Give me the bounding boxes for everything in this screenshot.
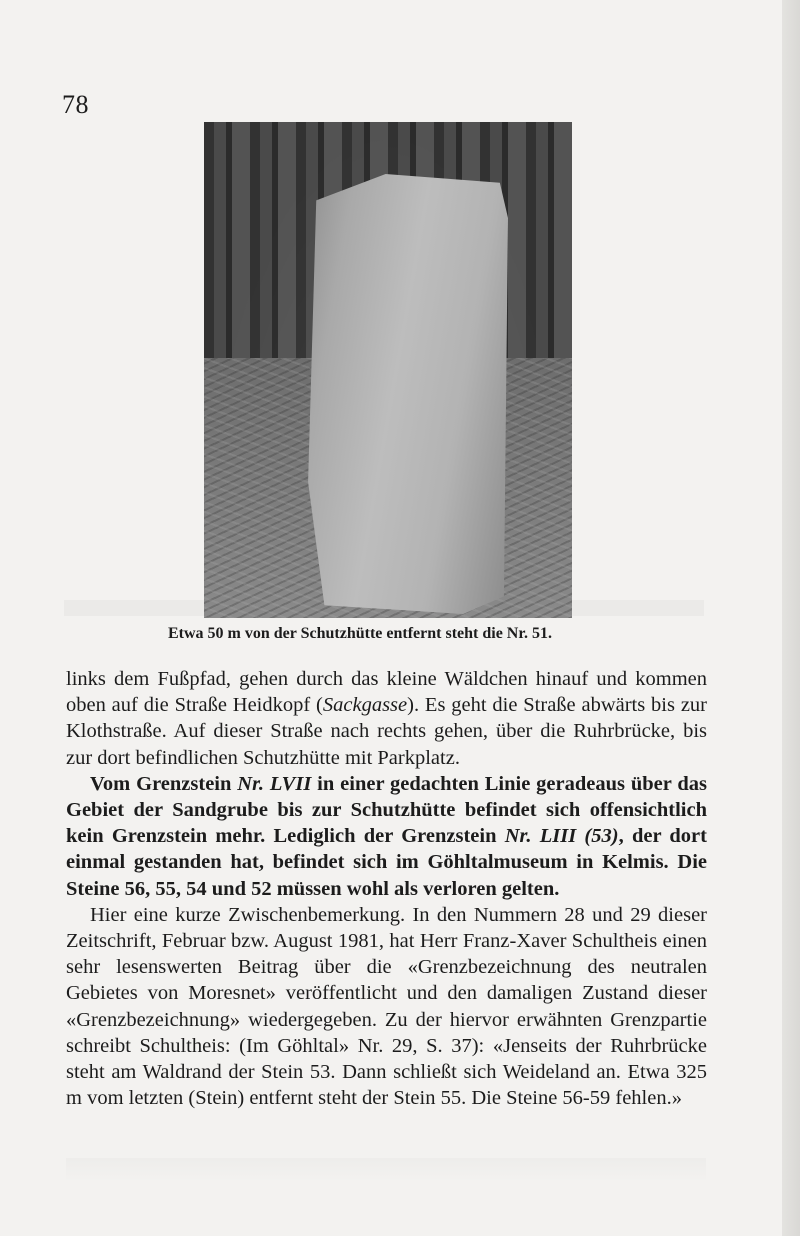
paragraph-2: Vom Grenzstein Nr. LVII in einer gedachten Linie geradeaus über das Gebiet der Sandgrube bis zur Schutzhütte befindet sich offensichtlich kein Grenzstein mehr. Lediglich der Grenzstein Nr. LIII (53), der dort einmal gestanden hat, befindet sich im Göhltalmuseum in Kelmis. Die Steine 56, 55, 54 und 52 müssen wohl als verloren gelten.	[66, 772, 707, 900]
page-number: 78	[62, 90, 89, 119]
paragraph-3: Hier eine kurze Zwischenbemerkung. In den Nummern 28 und 29 dieser Zeitschrift, Februar bzw. August 1981, hat Herr Franz-Xaver Schultheis einen sehr lesenswerten Beitrag über die «Grenzbezeichnung des neutralen Gebietes von Moresnet» veröffentlicht und den damaligen Zustand dieser «Grenzbezeichnung» wiedergegeben. Zu der hiervor erwähnten Grenzpartie schreibt Schultheis: (Im Göhltal» Nr. 29, S. 37): «Jenseits der Ruhrbrücke steht am Waldrand der Stein 53. Dann schließt sich Weideland an. Etwa 325 m vom letzten (Stein) entfernt steht der Stein 55. Die Steine 56-59 fehlen.»	[66, 903, 707, 1110]
photo-caption: Etwa 50 m von der Schutzhütte entfernt steht die Nr. 51.	[168, 625, 552, 642]
paragraph-1: links dem Fußpfad, gehen durch das kleine Wäldchen hinauf und kommen oben auf die Straße Heidkopf (Sackgasse). Es geht die Straße abwärts bis zur Klothstraße. Auf dieser Straße nach rechts gehen, über die Ruhrbrücke, bis zur dort befindlichen Schutzhütte mit Parkplatz.	[66, 668, 707, 769]
page-edge-shadow	[782, 0, 800, 1236]
boundary-stone-photo	[204, 122, 572, 618]
bleed-through-footer	[66, 1158, 706, 1182]
body-text	[66, 666, 707, 1111]
boundary-stone	[304, 174, 508, 614]
